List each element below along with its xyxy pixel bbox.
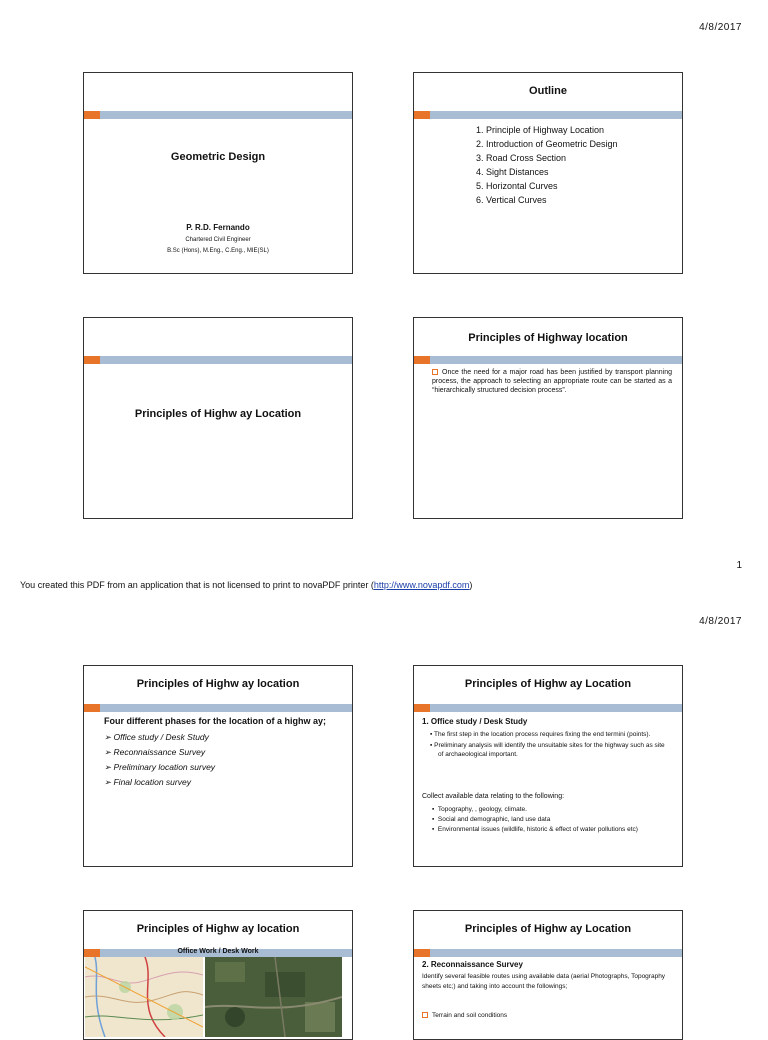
slide-title: Principles of Highw ay location bbox=[136, 678, 300, 690]
slide-number-marker bbox=[84, 111, 100, 119]
slide-title-geometric-design bbox=[83, 72, 353, 274]
novapdf-link[interactable]: http://www.novapdf.com bbox=[373, 580, 470, 590]
outline-item: 6. Vertical Curves bbox=[486, 193, 618, 207]
slide-number-marker bbox=[84, 704, 100, 712]
slide-number-marker bbox=[84, 356, 100, 364]
slide-title: Principles of Highw ay location bbox=[136, 923, 300, 935]
slide-number-marker bbox=[414, 704, 430, 712]
outline-item: 5. Horizontal Curves bbox=[486, 179, 618, 193]
phase-item: ➢ Final location survey bbox=[104, 777, 191, 787]
slide-title: Principles of Highway location bbox=[468, 332, 628, 344]
page2-date: 4/8/2017 bbox=[699, 616, 742, 627]
page1-date: 4/8/2017 bbox=[699, 22, 742, 33]
topographic-map-image bbox=[85, 957, 203, 1037]
notice-close: ) bbox=[469, 580, 473, 590]
slide-office-work-maps bbox=[83, 910, 353, 1040]
slide-bar bbox=[414, 356, 682, 364]
bullet-item: ▪ Topography, , geology, climate. bbox=[432, 806, 527, 813]
slide-title: Principles of Highw ay Location bbox=[464, 678, 632, 690]
slide-number-marker bbox=[414, 111, 430, 119]
slide-body bbox=[432, 368, 672, 395]
collect-data-text: Collect available data relating to the following: bbox=[422, 793, 565, 800]
slide-number-marker bbox=[414, 356, 430, 364]
office-study-heading: 1. Office study / Desk Study bbox=[422, 717, 528, 726]
collect-data-list bbox=[428, 805, 668, 834]
slide-bar bbox=[414, 704, 682, 712]
outline-item: 3. Road Cross Section bbox=[486, 151, 618, 165]
bullet-square-icon bbox=[432, 369, 438, 375]
slide-section-highway-location bbox=[83, 317, 353, 519]
bullet-item: ▪ Environmental issues (wildlife, historic & effect of water pollutions etc) bbox=[432, 826, 638, 833]
novapdf-notice bbox=[20, 580, 472, 590]
phases-list bbox=[104, 730, 215, 790]
slide-title: Principles of Highw ay Location bbox=[464, 923, 632, 935]
arrow-icon: ➢ bbox=[104, 747, 114, 757]
outline-item: 4. Sight Distances bbox=[486, 165, 618, 179]
slide-four-phases bbox=[83, 665, 353, 867]
slide-bar bbox=[414, 949, 682, 957]
slide-title: Geometric Design bbox=[170, 151, 266, 163]
slide-number-marker bbox=[414, 949, 430, 957]
reconnaissance-text: Identify several feasible routes using available data (aerial Photographs, Topography sheets etc;) and taking into account the followings; bbox=[422, 973, 666, 990]
author-name: P. R.D. Fernando bbox=[186, 223, 250, 232]
reconnaissance-item: Terrain and soil conditions bbox=[422, 1012, 507, 1019]
outline-item: 1. Principle of Highway Location bbox=[486, 123, 618, 137]
slide-bar bbox=[84, 704, 352, 712]
slide-bar bbox=[84, 111, 352, 119]
slide-subtitle: Office Work / Desk Work bbox=[177, 948, 259, 955]
arrow-icon: ➢ bbox=[104, 777, 114, 787]
slide-outline bbox=[413, 72, 683, 274]
bullet-square-icon bbox=[422, 1012, 428, 1018]
phase-item: ➢ Preliminary location survey bbox=[104, 762, 216, 772]
bullet-item: ▪ The first step in the location process requires fixing the end termini (points). bbox=[430, 731, 651, 738]
bullet-item: ▪ Social and demographic, land use data bbox=[432, 816, 551, 823]
slide-body-text: Once the need for a major road has been justified by transport planning process, the approach to selecting an appropriate route can be started as a “hierarchically structured decision process”. bbox=[432, 369, 672, 394]
outline-item: 2. Introduction of Geometric Design bbox=[486, 137, 618, 151]
office-study-bullets bbox=[428, 730, 668, 759]
aerial-photo-image bbox=[205, 957, 342, 1037]
slide-title: Principles of Highw ay Location bbox=[134, 408, 302, 420]
author-credentials: B.Sc (Hons), M.Eng., C.Eng., MIE(SL) bbox=[167, 248, 269, 254]
page-number: 1 bbox=[736, 560, 742, 571]
arrow-icon: ➢ bbox=[104, 732, 114, 742]
phase-item: ➢ Reconnaissance Survey bbox=[104, 747, 206, 757]
reconnaissance-heading: 2. Reconnaissance Survey bbox=[422, 960, 523, 969]
notice-text: You created this PDF from an application that is not licensed to print to novaPDF printer ( bbox=[20, 580, 374, 590]
slide-principles-intro bbox=[413, 317, 683, 519]
phases-heading: Four different phases for the location of a highw ay; bbox=[104, 716, 327, 726]
slide-bar bbox=[84, 356, 352, 364]
phase-item: ➢ Office study / Desk Study bbox=[104, 732, 209, 742]
slide-title: Outline bbox=[529, 85, 567, 97]
slide-office-study bbox=[413, 665, 683, 867]
author-role: Chartered Civil Engineer bbox=[185, 237, 251, 243]
arrow-icon: ➢ bbox=[104, 762, 114, 772]
outline-list-wrap bbox=[470, 123, 618, 207]
bullet-item: ▪ Preliminary analysis will identify the unsuitable sites for the highway such as site of archaeological important. bbox=[430, 742, 665, 758]
slide-bar bbox=[414, 111, 682, 119]
outline-list bbox=[470, 123, 618, 207]
slide-reconnaissance-survey bbox=[413, 910, 683, 1040]
